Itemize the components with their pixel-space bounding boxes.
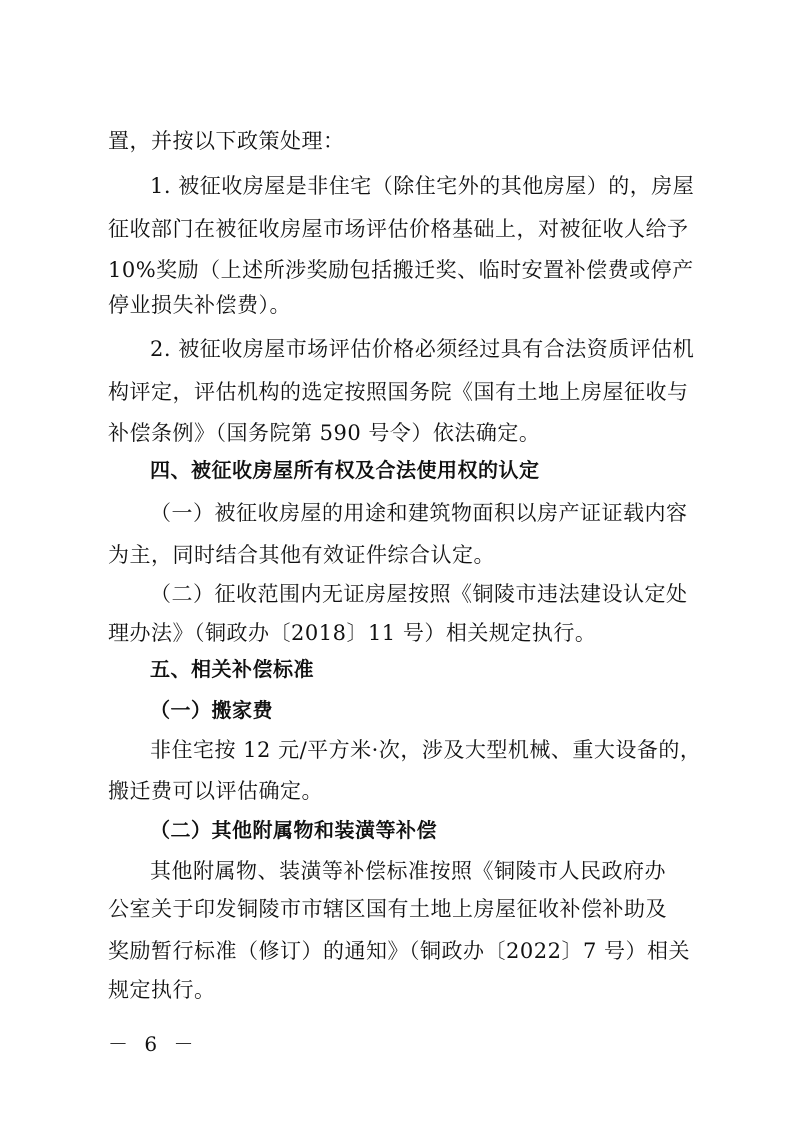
paragraph-line: 非住宅按 12 元/平方米·次，涉及大型机械、重大设备的， [150, 738, 702, 762]
paragraph-line: 其他附属物、装潢等补偿标准按照《铜陵市人民政府办 [150, 859, 666, 883]
paragraph-line: 公室关于印发铜陵市市辖区国有土地上房屋征收补偿补助及 [108, 897, 667, 921]
paragraph-line: 构评定，评估机构的选定按照国务院《国有土地上房屋征收与 [108, 380, 689, 404]
page-number: － 6 － [108, 1032, 199, 1056]
subsection-heading: （一）搬家费 [150, 698, 273, 722]
paragraph-line: 规定执行。 [108, 978, 216, 1002]
paragraph-line: 搬迁费可以评估确定。 [108, 779, 323, 803]
paragraph-line: 1. 被征收房屋是非住宅（除住宅外的其他房屋）的，房屋 [150, 174, 695, 198]
paragraph-line: 征收部门在被征收房屋市场评估价格基础上，对被征收人给予 [108, 217, 689, 241]
paragraph-line: 置，并按以下政策处理： [108, 129, 345, 153]
paragraph-line: （二）征收范围内无证房屋按照《铜陵市违法建设认定处 [150, 582, 688, 606]
paragraph-line: （一）被征收房屋的用途和建筑物面积以房产证证载内容 [150, 501, 688, 525]
section-heading: 五、相关补偿标准 [150, 657, 314, 681]
paragraph-line: 2. 被征收房屋市场评估价格必须经过具有合法资质评估机 [150, 337, 695, 361]
paragraph-line: 10%奖励（上述所涉奖励包括搬迁奖、临时安置补偿费或停产 [108, 258, 694, 282]
section-heading: 四、被征收房屋所有权及合法使用权的认定 [150, 458, 540, 482]
paragraph-line: 停业损失补偿费）。 [108, 293, 291, 317]
paragraph-line: 理办法》（铜政办〔2018〕11 号）相关规定执行。 [108, 621, 597, 645]
paragraph-line: 为主，同时结合其他有效证件综合认定。 [108, 543, 495, 567]
subsection-heading: （二）其他附属物和装潢等补偿 [150, 818, 437, 842]
paragraph-line: 奖励暂行标准（修订）的通知》（铜政办〔2022〕7 号）相关 [108, 939, 690, 963]
paragraph-line: 补偿条例》（国务院第 590 号令）依法确定。 [108, 421, 541, 445]
